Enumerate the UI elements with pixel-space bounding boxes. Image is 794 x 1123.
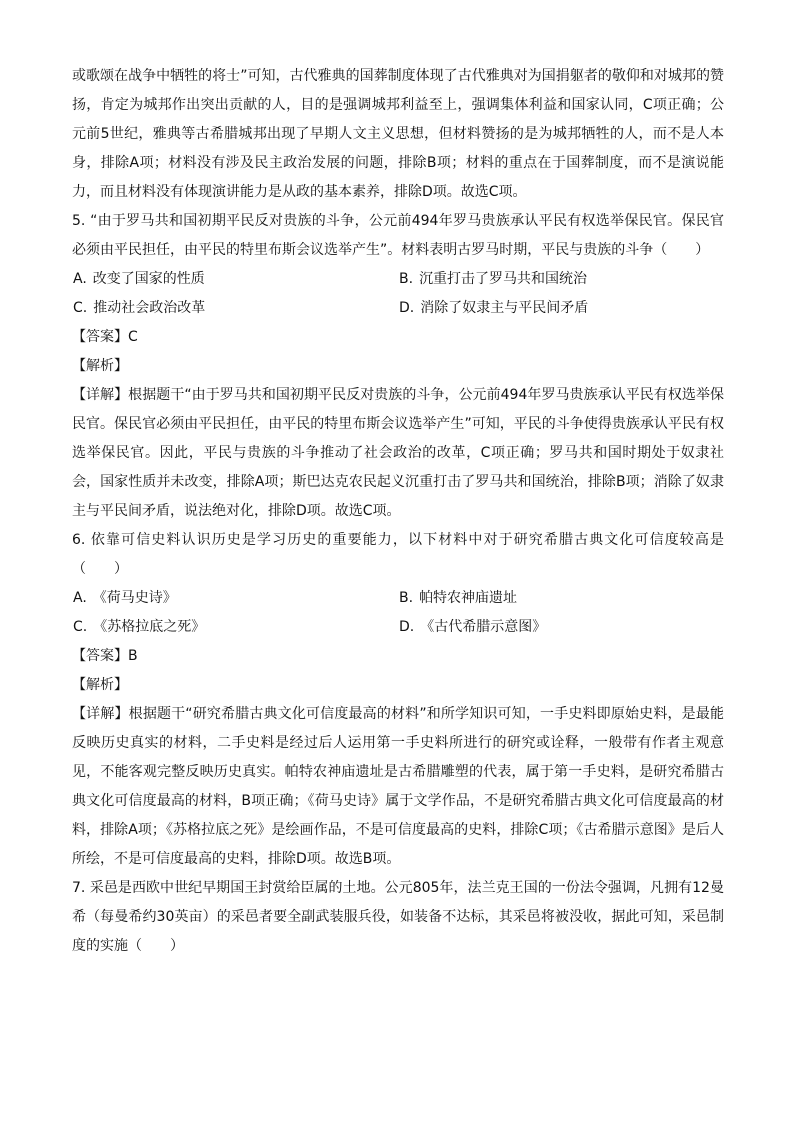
- option-letter: B.: [399, 590, 414, 606]
- option-letter: D.: [399, 300, 415, 316]
- option-d: [398, 294, 724, 323]
- question-7: [72, 874, 724, 961]
- option-d: [398, 613, 724, 642]
- option-b: [398, 265, 724, 294]
- question-stem: 6. 依靠可信史料认识历史是学习历史的重要能力，以下材料中对于研究希腊古典文化可信度较高是（ ）: [72, 532, 724, 577]
- option-text: 推动社会政治改革: [93, 300, 206, 316]
- option-c: [72, 294, 398, 323]
- detail-paragraph: 【详解】根据题干“由于罗马共和国初期平民反对贵族的斗争，公元前494年罗马贵族承认平民有权选举保民官。保民官必须由平民担任，由平民的特里布斯会议选举产生”可知，平民的斗争使得贵族承认平民有权选举保民官。因此，平民与贵族的斗争推动了社会政治的改革，C项正确；罗马共和国时期处于奴隶社会，国家性质并未改变，排除A项；斯巴达克农民起义沉重打击了罗马共和国统治，排除B项；消除了奴隶主与平民间矛盾，说法绝对化，排除D项。故选C项。: [72, 387, 724, 519]
- answer-label: 【答案】B: [72, 648, 138, 664]
- option-a: [72, 265, 398, 294]
- options-list: [72, 584, 724, 642]
- option-c: [72, 613, 398, 642]
- option-text: 消除了奴隶主与平民间矛盾: [420, 300, 589, 316]
- analysis-label: 【解析】: [72, 677, 128, 693]
- option-b: [398, 584, 724, 613]
- option-text: 帕特农神庙遗址: [419, 590, 518, 606]
- question-stem: 5. “由于罗马共和国初期平民反对贵族的斗争，公元前494年罗马贵族承认平民有权选举保民官。保民官必须由平民担任，由平民的特里布斯会议选举产生”。材料表明古罗马时期，平民与贵族的斗争（ ）: [72, 213, 724, 258]
- option-letter: A.: [73, 271, 87, 287]
- question-5: [72, 207, 724, 526]
- answer-label: 【答案】C: [72, 329, 138, 345]
- option-a: [72, 584, 398, 613]
- prev-analysis-paragraph: 或歌颂在战争中牺牲的将士”可知，古代雅典的国葬制度体现了古代雅典对为国捐躯者的敬仰和对城邦的赞扬，肯定为城邦作出突出贡献的人，目的是强调城邦利益至上，强调集体利益和国家认同，C项正确；公元前5世纪，雅典等古希腊城邦出现了早期人文主义思想，但材料赞扬的是为城邦牺牲的人，而不是人本身，排除A项；材料没有涉及民主政治发展的问题，排除B项；材料的重点在于国葬制度，而不是演说能力，而且材料没有体现演讲能力是从政的基本素养，排除D项。故选C项。: [72, 68, 724, 200]
- question-6: [72, 526, 724, 874]
- option-text: 《苏格拉底之死》: [93, 619, 206, 635]
- option-letter: A.: [73, 590, 87, 606]
- analysis-label: 【解析】: [72, 358, 128, 374]
- option-text: 《荷马史诗》: [92, 590, 177, 606]
- option-text: 《古代希腊示意图》: [420, 619, 547, 635]
- option-text: 沉重打击了罗马共和国统治: [419, 271, 588, 287]
- document-page: [72, 62, 724, 961]
- option-letter: C.: [73, 300, 88, 316]
- option-text: 改变了国家的性质: [92, 271, 205, 287]
- options-list: [72, 265, 724, 323]
- option-letter: D.: [399, 619, 415, 635]
- question-stem: 7. 采邑是西欧中世纪早期国王封赏给臣属的土地。公元805年，法兰克王国的一份法令强调，凡拥有12曼希（每曼希约30英亩）的采邑者要全副武装服兵役，如装备不达标，其采邑将被没收，据此可知，采邑制度的实施（ ）: [72, 880, 724, 954]
- option-letter: C.: [73, 619, 88, 635]
- option-letter: B.: [399, 271, 414, 287]
- detail-paragraph: 【详解】根据题干“研究希腊古典文化可信度最高的材料”和所学知识可知，一手史料即原始史料，是最能反映历史真实的材料，二手史料是经过后人运用第一手史料所进行的研究或诠释，一般带有作者主观意见，不能客观完整反映历史真实。帕特农神庙遗址是古希腊雕塑的代表，属于第一手史料，是研究希腊古典文化可信度最高的材料，B项正确；《荷马史诗》属于文学作品，不是研究希腊古典文化可信度最高的材料，排除A项；《苏格拉底之死》是绘画作品，不是可信度最高的史料，排除C项；《古希腊示意图》是后人所绘，不是可信度最高的史料，排除D项。故选B项。: [72, 706, 724, 867]
